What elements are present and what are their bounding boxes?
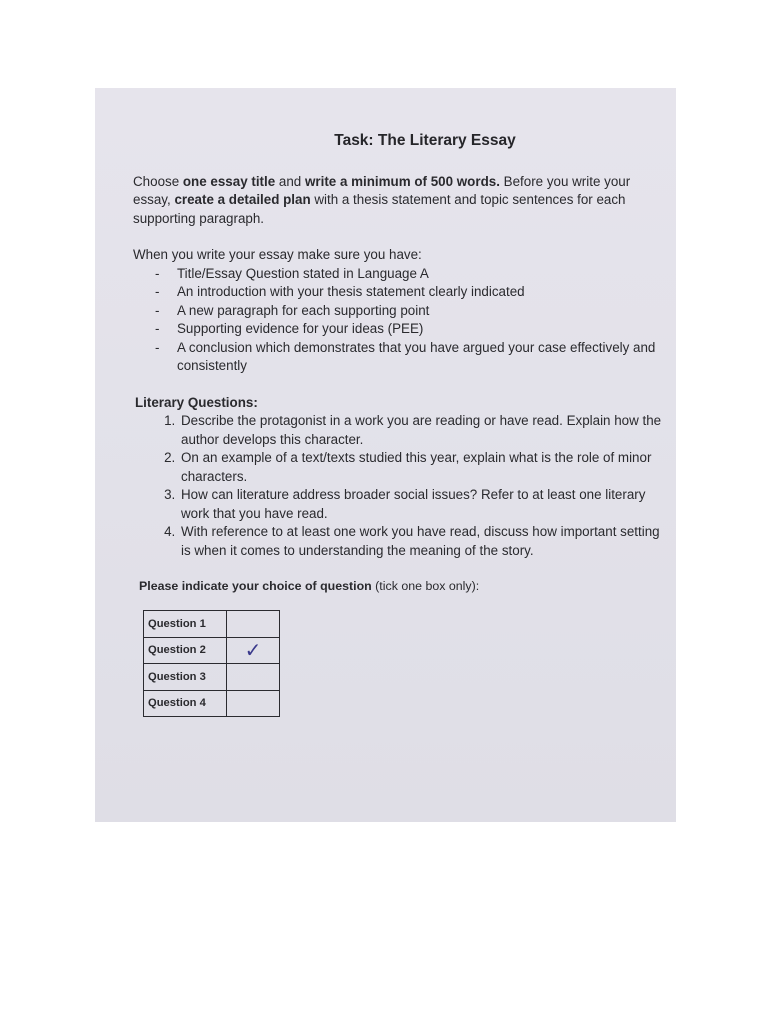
questions-list [133, 412, 663, 560]
checklist-lead: When you write your essay make sure you have: [133, 247, 422, 262]
question-choice-table [143, 610, 280, 717]
table-row [144, 611, 280, 638]
checklist-item: - A conclusion which demonstrates that you have argued your case effectively and consistently [155, 339, 656, 373]
question-item: 4. With reference to at least one work you have read, discuss how important setting is when it comes to understanding the meaning of the story. [179, 523, 663, 560]
question-label: Question 4 [144, 690, 227, 717]
checklist-item: - A new paragraph for each supporting point [155, 302, 430, 318]
table-row [144, 664, 280, 691]
document-content [133, 132, 663, 596]
question-label: Question 3 [144, 664, 227, 691]
tick-box[interactable] [227, 690, 280, 717]
choice-instruction: Please indicate your choice of question (tick one box only): [139, 579, 480, 593]
document-photo [95, 88, 676, 822]
question-item: 1. Describe the protagonist in a work you are reading or have read. Explain how the author develops this character. [179, 412, 663, 449]
tick-box[interactable] [227, 664, 280, 691]
checklist-item: - An introduction with your thesis statement clearly indicated [155, 284, 525, 299]
questions-heading: Literary Questions: [135, 394, 258, 410]
question-label: Question 1 [144, 611, 227, 638]
checklist-item: - Title/Essay Question stated in Language A [155, 265, 429, 281]
instructions-paragraph: Choose one essay title and write a minimum of 500 words. Before you write your essay, create a detailed plan with a thesis statement and topic sentences for each supporting paragraph. [133, 173, 631, 226]
checklist [133, 265, 663, 376]
tick-box[interactable] [227, 611, 280, 638]
question-item: 3. How can literature address broader social issues? Refer to at least one literary work that you have read. [179, 486, 663, 523]
document-title: Task: The Literary Essay [334, 132, 516, 149]
question-label: Question 2 [144, 637, 227, 664]
table-row [144, 637, 280, 664]
question-item: 2. On an example of a text/texts studied this year, explain what is the role of minor characters. [179, 449, 663, 486]
tick-box[interactable] [227, 637, 280, 664]
table-row [144, 690, 280, 717]
check-mark-icon: ✓ [244, 639, 262, 662]
checklist-item: - Supporting evidence for your ideas (PEE) [155, 321, 424, 336]
